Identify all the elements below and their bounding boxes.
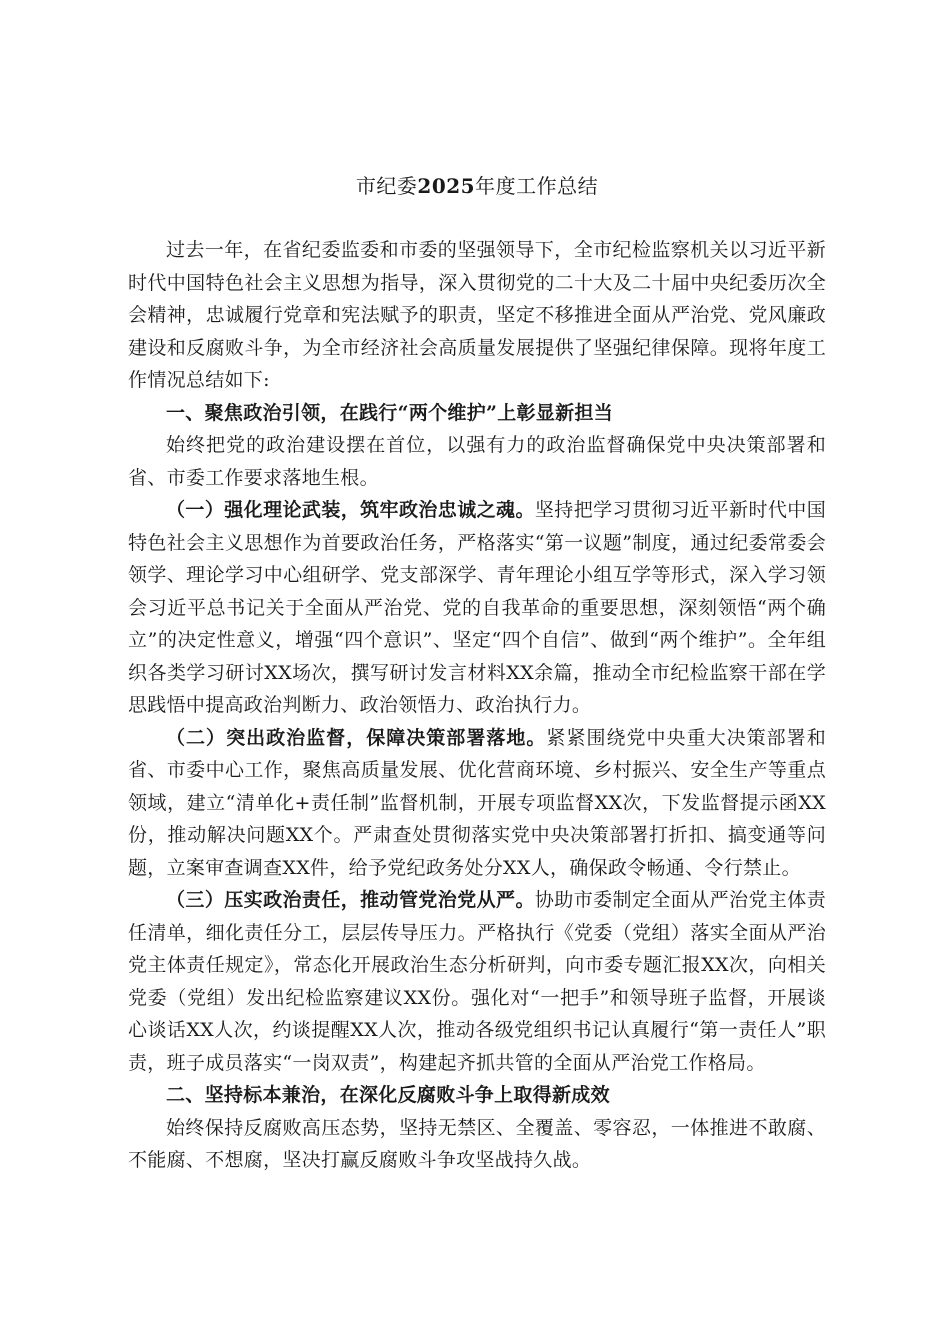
title-year: 2025 — [417, 174, 476, 198]
subsection-lead: （三）压实政治责任，推动管党治党从严。 — [166, 889, 535, 911]
subsection-text: 协助市委制定全面从严治党主体责任清单，细化责任分工，层层传导压力。严格执行《党委（党组）落实全面从严治党主体责任规定》，常态化开展政治生态分析研判，向市委专题汇报XX次，向相关党委（党组）发出纪检监察建议XX份。强化对“一把手”和领导班子监督，开展谈心谈话XX人次，约谈提醒XX人次，推动各级党组织书记认真履行“第一责任人”职责，班子成员落实“一岗双责”，构建起齐抓共管的全面从严治党工作格局。 — [128, 889, 826, 1074]
subsection-text: 坚持把学习贯彻习近平新时代中国特色社会主义思想作为首要政治任务，严格落实“第一议题”制度，通过纪委常委会领学、理论学习中心组研学、党支部深学、青年理论小组互学等形式，深入学习领会习近平总书记关于全面从严治党、党的自我革命的重要思想，深刻领悟“两个确立”的决定性意义，增强“四个意识”、坚定“四个自信”、做到“两个维护”。全年组织各类学习研讨XX场次，撰写研讨发言材料XX余篇，推动全市纪检监察干部在学思践悟中提高政治判断力、政治领悟力、政治执行力。 — [128, 499, 826, 716]
subsection-1-3 — [128, 884, 826, 1079]
document-title — [128, 174, 826, 198]
subsection-1-1 — [128, 494, 826, 722]
section-heading-2: 二、坚持标本兼治，在深化反腐败斗争上取得新成效 — [166, 1084, 610, 1106]
subsection-1-2 — [128, 722, 826, 885]
title-suffix: 年度工作总结 — [475, 174, 599, 198]
subsection-lead: （一）强化理论武装，筑牢政治忠诚之魂。 — [166, 499, 535, 521]
document-page — [128, 174, 826, 1177]
section-1-intro: 始终把党的政治建设摆在首位，以强有力的政治监督确保党中央决策部署和省、市委工作要求落地生根。 — [128, 434, 826, 489]
subsection-text: 紧紧围绕党中央重大决策部署和省、市委中心工作，聚焦高质量发展、优化营商环境、乡村振兴、安全生产等重点领域，建立“清单化+责任制”监督机制，开展专项监督XX次，下发监督提示函XX份，推动解决问题XX个。严肃查处贯彻落实党中央决策部署打折扣、搞变通等问题，立案审查调查XX件，给予党纪政务处分XX人，确保政令畅通、令行禁止。 — [128, 726, 827, 879]
section-2-intro: 始终保持反腐败高压态势，坚持无禁区、全覆盖、零容忍，一体推进不敢腐、不能腐、不想腐，坚决打赢反腐败斗争攻坚战持久战。 — [128, 1116, 826, 1171]
title-prefix: 市纪委 — [355, 174, 418, 198]
intro-paragraph: 过去一年，在省纪委监委和市委的坚强领导下，全市纪检监察机关以习近平新时代中国特色社会主义思想为指导，深入贯彻党的二十大及二十届中央纪委历次全会精神，忠诚履行党章和宪法赋予的职责，坚定不移推进全面从严治党、党风廉政建设和反腐败斗争，为全市经济社会高质量发展提供了坚强纪律保障。现将年度工作情况总结如下: — [128, 239, 826, 391]
subsection-lead: （二）突出政治监督，保障决策部署落地。 — [166, 726, 547, 749]
section-heading-1: 一、聚焦政治引领，在践行“两个维护”上彰显新担当 — [166, 401, 614, 424]
